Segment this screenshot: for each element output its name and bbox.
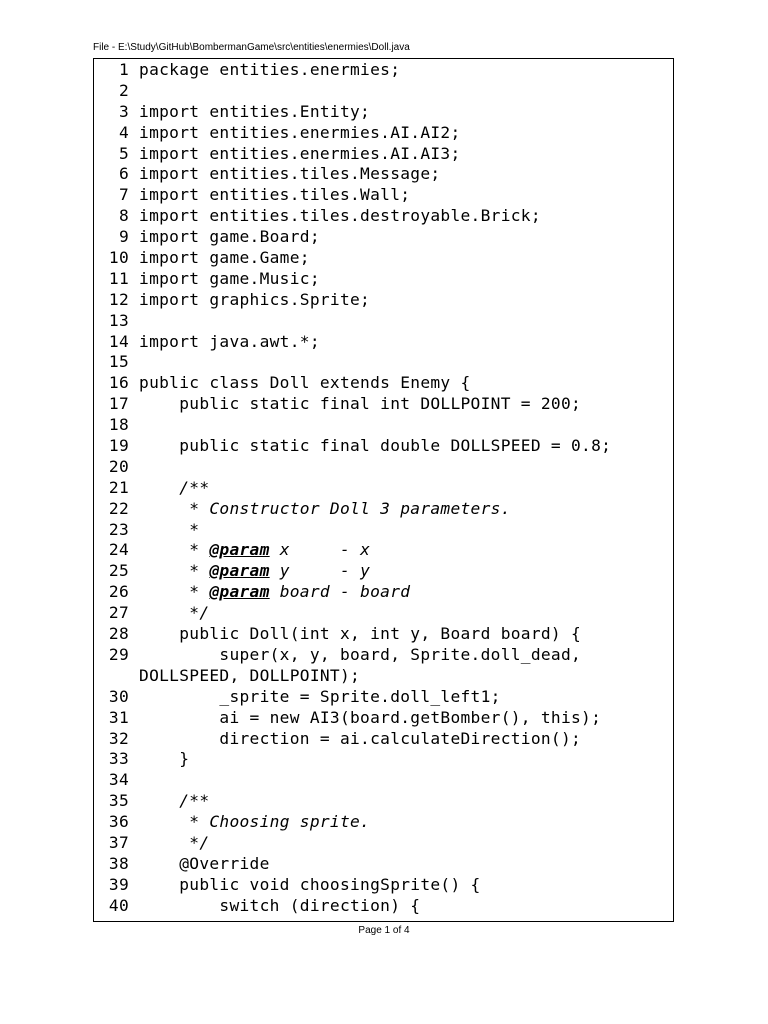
line-number: 31 bbox=[108, 707, 129, 727]
code-text: import game.Game; bbox=[139, 248, 310, 268]
code-line bbox=[99, 290, 671, 311]
code-line bbox=[99, 729, 671, 750]
code-text: import entities.Entity; bbox=[139, 101, 371, 121]
code-comment: x - x bbox=[269, 540, 371, 560]
code-text: public Doll(int x, int y, Board board) { bbox=[139, 624, 582, 644]
line-number: 26 bbox=[108, 582, 129, 602]
line-number: 17 bbox=[108, 394, 129, 414]
code-text: public class Doll extends Enemy { bbox=[139, 373, 471, 393]
code-line bbox=[99, 624, 671, 645]
code-comment: * Choosing sprite. bbox=[189, 812, 371, 832]
code-line bbox=[99, 102, 671, 123]
line-number: 20 bbox=[108, 456, 129, 476]
line-number: 27 bbox=[108, 603, 129, 623]
code-line bbox=[99, 875, 671, 896]
code-line bbox=[99, 499, 671, 520]
line-number: 6 bbox=[118, 164, 129, 184]
line-number: 2 bbox=[118, 80, 129, 100]
code-comment: board - board bbox=[269, 582, 411, 602]
code-line bbox=[99, 144, 671, 165]
line-number: 11 bbox=[108, 268, 129, 288]
code-line bbox=[99, 603, 671, 624]
code-line bbox=[99, 770, 671, 791]
code-listing bbox=[93, 58, 674, 922]
code-line bbox=[99, 582, 671, 603]
line-number: 1 bbox=[118, 60, 129, 79]
line-number: 21 bbox=[108, 477, 129, 497]
line-number: 33 bbox=[108, 749, 129, 769]
line-number: 37 bbox=[108, 832, 129, 852]
code-text bbox=[139, 833, 189, 852]
code-text: import entities.enermies.AI.AI3; bbox=[139, 143, 461, 163]
code-comment: * Constructor Doll 3 parameters. bbox=[189, 498, 511, 518]
line-number: 15 bbox=[108, 352, 129, 372]
code-text: import entities.tiles.Message; bbox=[139, 164, 441, 184]
line-number: 14 bbox=[108, 331, 129, 351]
line-number: 28 bbox=[108, 624, 129, 644]
code-line bbox=[99, 457, 671, 478]
code-body bbox=[99, 60, 671, 917]
line-number: 34 bbox=[108, 770, 129, 790]
line-number: 3 bbox=[118, 101, 129, 121]
code-text: import game.Music; bbox=[139, 268, 320, 288]
code-line bbox=[99, 561, 671, 582]
javadoc-tag: @param bbox=[209, 582, 270, 602]
code-text bbox=[139, 520, 189, 539]
code-text: public void choosingSprite() { bbox=[139, 874, 481, 894]
code-text bbox=[139, 791, 179, 810]
code-text: direction = ai.calculateDirection(); bbox=[139, 728, 582, 748]
code-text bbox=[139, 478, 179, 497]
line-number: 23 bbox=[108, 519, 129, 539]
code-comment: */ bbox=[189, 603, 210, 623]
line-number: 38 bbox=[108, 853, 129, 873]
code-text: public static final double DOLLSPEED = 0.8; bbox=[139, 436, 612, 456]
code-text: package entities.enermies; bbox=[139, 60, 401, 79]
line-number: 25 bbox=[108, 561, 129, 581]
code-line bbox=[99, 311, 671, 332]
file-path-header: File - E:\Study\GitHub\BombermanGame\src\entities\enermies\Doll.java bbox=[93, 42, 410, 53]
line-number: 29 bbox=[108, 644, 129, 664]
code-line bbox=[99, 520, 671, 541]
code-text: import entities.enermies.AI.AI2; bbox=[139, 122, 461, 142]
line-number: 24 bbox=[108, 540, 129, 560]
code-line bbox=[99, 123, 671, 144]
code-text bbox=[139, 561, 189, 580]
code-line bbox=[99, 708, 671, 729]
line-number: 39 bbox=[108, 874, 129, 894]
code-text: import entities.tiles.destroyable.Brick; bbox=[139, 206, 541, 226]
javadoc-tag: @param bbox=[209, 540, 270, 560]
code-text: super(x, y, board, Sprite.doll_dead, bbox=[139, 644, 582, 664]
code-line bbox=[99, 394, 671, 415]
code-line bbox=[99, 352, 671, 373]
code-line bbox=[99, 81, 671, 102]
line-number: 22 bbox=[108, 498, 129, 518]
code-line bbox=[99, 248, 671, 269]
line-number: 32 bbox=[108, 728, 129, 748]
code-comment: /** bbox=[179, 791, 210, 811]
line-number: 4 bbox=[118, 122, 129, 142]
code-line bbox=[99, 854, 671, 875]
line-number: 13 bbox=[108, 310, 129, 330]
code-line bbox=[99, 60, 671, 81]
code-line bbox=[99, 540, 671, 561]
code-comment: * bbox=[189, 582, 210, 602]
code-comment: * bbox=[189, 561, 210, 581]
code-line bbox=[99, 206, 671, 227]
code-line bbox=[99, 666, 671, 687]
code-line bbox=[99, 415, 671, 436]
line-number: 35 bbox=[108, 791, 129, 811]
page-number: Page 1 of 4 bbox=[358, 925, 410, 936]
code-line bbox=[99, 373, 671, 394]
line-number: 10 bbox=[108, 248, 129, 268]
code-line bbox=[99, 436, 671, 457]
code-comment: */ bbox=[189, 832, 210, 852]
line-number: 16 bbox=[108, 373, 129, 393]
code-text: @Override bbox=[139, 853, 270, 873]
code-line bbox=[99, 645, 671, 666]
code-text: import game.Board; bbox=[139, 227, 320, 247]
code-line bbox=[99, 812, 671, 833]
code-text: ai = new AI3(board.getBomber(), this); bbox=[139, 707, 602, 727]
code-text bbox=[139, 540, 189, 559]
line-number: 12 bbox=[108, 289, 129, 309]
code-text bbox=[139, 582, 189, 601]
line-number: 40 bbox=[108, 895, 129, 915]
code-comment: y - y bbox=[269, 561, 371, 581]
line-number: 30 bbox=[108, 686, 129, 706]
code-line bbox=[99, 749, 671, 770]
code-comment: * bbox=[189, 519, 200, 539]
code-text: DOLLSPEED, DOLLPOINT); bbox=[139, 665, 361, 685]
code-line bbox=[99, 185, 671, 206]
code-line bbox=[99, 791, 671, 812]
code-text: import entities.tiles.Wall; bbox=[139, 185, 411, 205]
code-text: public static final int DOLLPOINT = 200; bbox=[139, 394, 582, 414]
line-number: 7 bbox=[118, 185, 129, 205]
line-number: 18 bbox=[108, 415, 129, 435]
code-line bbox=[99, 164, 671, 185]
code-line bbox=[99, 896, 671, 917]
line-number: 5 bbox=[118, 143, 129, 163]
code-text: switch (direction) { bbox=[139, 895, 421, 915]
code-text: import java.awt.*; bbox=[139, 331, 320, 351]
line-number: 19 bbox=[108, 436, 129, 456]
code-line bbox=[99, 332, 671, 353]
code-text: import graphics.Sprite; bbox=[139, 289, 371, 309]
line-number: 9 bbox=[118, 227, 129, 247]
code-text: _sprite = Sprite.doll_left1; bbox=[139, 686, 501, 706]
code-line bbox=[99, 478, 671, 499]
code-line bbox=[99, 833, 671, 854]
code-comment: * bbox=[189, 540, 210, 560]
code-text: } bbox=[139, 749, 190, 769]
code-comment: /** bbox=[179, 477, 210, 497]
line-number: 8 bbox=[118, 206, 129, 226]
line-number: 36 bbox=[108, 812, 129, 832]
code-text bbox=[139, 812, 189, 831]
code-line bbox=[99, 269, 671, 290]
code-line bbox=[99, 687, 671, 708]
code-text bbox=[139, 499, 189, 518]
javadoc-tag: @param bbox=[209, 561, 270, 581]
code-text bbox=[139, 603, 189, 622]
code-line bbox=[99, 227, 671, 248]
